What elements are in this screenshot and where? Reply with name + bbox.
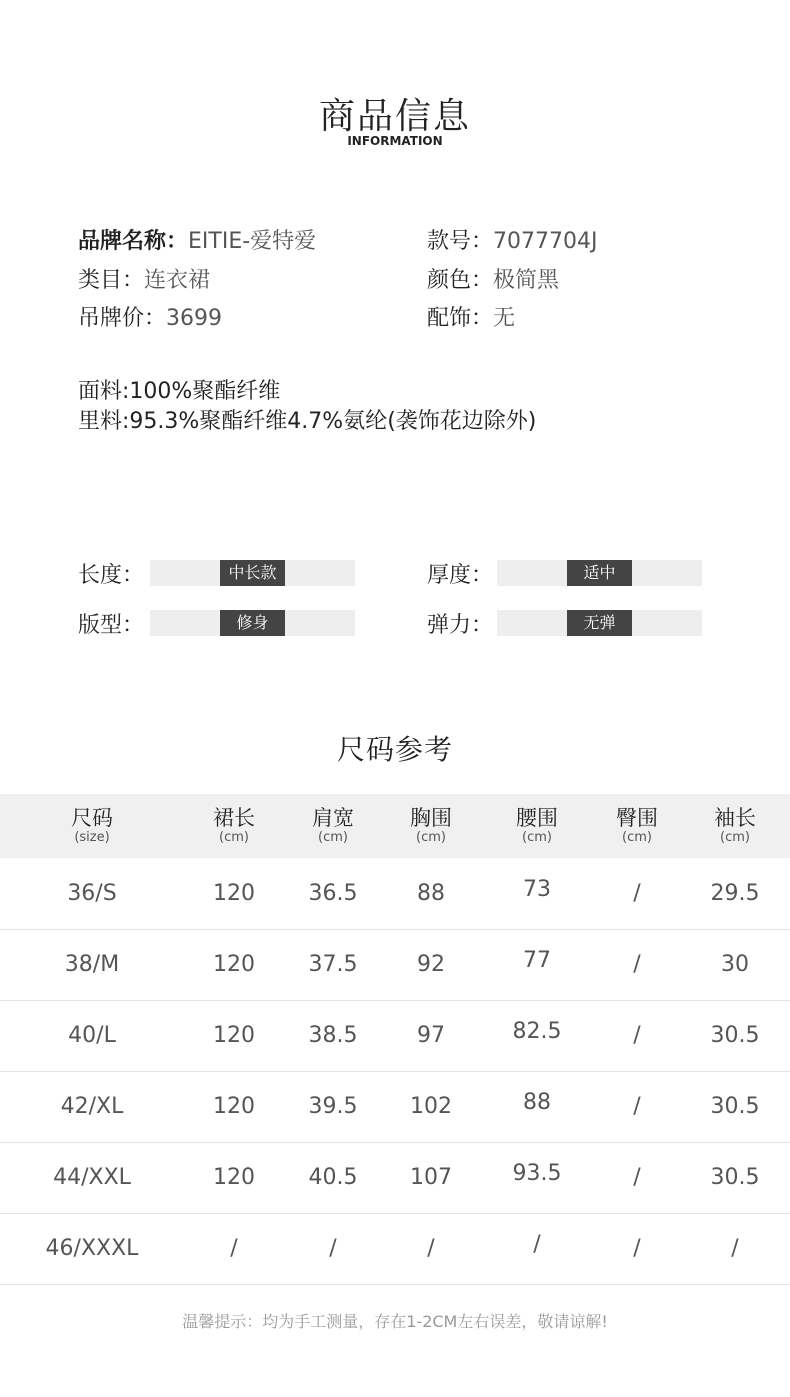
thickness-bar: [497, 560, 702, 586]
table-cell: 93.5: [480, 1142, 594, 1213]
table-cell: 88: [382, 858, 480, 929]
accessory-label: 配饰：: [427, 306, 494, 331]
table-cell: /: [594, 929, 680, 1000]
header-label: 裙长: [213, 806, 255, 830]
table-cell: /: [594, 858, 680, 929]
length-label: 长度：: [78, 563, 145, 588]
color-row: [427, 263, 559, 294]
table-row: [0, 929, 790, 1000]
table-cell: /: [594, 1071, 680, 1142]
header-label: 胸围: [410, 806, 452, 830]
size-chart-title: 尺码参考: [336, 733, 453, 766]
table-cell: 97: [382, 1000, 480, 1071]
style-number-value: 7077704J: [493, 229, 598, 254]
brand-row: [78, 224, 316, 255]
header-unit: (cm): [622, 830, 652, 845]
table-cell: 37.5: [284, 929, 382, 1000]
header-hip: [594, 794, 680, 858]
fit-label: 版型：: [78, 613, 145, 638]
header-unit: (cm): [416, 830, 446, 845]
price-label: 吊牌价：: [78, 306, 167, 331]
table-cell: /: [284, 1213, 382, 1284]
table-cell: 30.5: [680, 1142, 790, 1213]
thickness-label: 厚度：: [427, 563, 494, 588]
table-cell: 120: [184, 1000, 284, 1071]
table-cell: 30: [680, 929, 790, 1000]
table-row: [0, 1142, 790, 1213]
elasticity-label: 弹力：: [427, 613, 494, 638]
table-row: [0, 1071, 790, 1142]
table-cell: 44/XXL: [0, 1142, 184, 1213]
fit-bar: [150, 610, 355, 636]
measurement-tip: 温馨提示：均为手工测量，存在1-2CM左右误差，敬请谅解!: [182, 1312, 608, 1331]
length-bar: [150, 560, 355, 586]
table-cell: 38/M: [0, 929, 184, 1000]
table-cell: 88: [480, 1071, 594, 1142]
color-label: 颜色：: [427, 268, 494, 293]
table-cell: 36.5: [284, 858, 382, 929]
table-cell: /: [594, 1142, 680, 1213]
price-value: 3699: [166, 306, 223, 331]
table-cell: 46/XXXL: [0, 1213, 184, 1284]
header-label: 臀围: [616, 806, 658, 830]
table-cell: /: [680, 1213, 790, 1284]
header-sleeve: [680, 794, 790, 858]
size-table: [0, 794, 790, 1285]
header-unit: (cm): [318, 830, 348, 845]
category-row: [78, 263, 210, 294]
header-label: 腰围: [516, 806, 558, 830]
table-cell: 120: [184, 1142, 284, 1213]
length-tag: 中长款: [220, 560, 285, 586]
table-cell: 38.5: [284, 1000, 382, 1071]
category-value: 连衣裙: [144, 268, 211, 293]
fabric-lining: 里料:95.3%聚酯纤维4.7%氨纶(袭饰花边除外): [78, 409, 537, 434]
table-cell: 36/S: [0, 858, 184, 929]
size-table-header: [0, 794, 790, 858]
table-cell: /: [480, 1213, 594, 1284]
fit-tag: 修身: [220, 610, 285, 636]
table-cell: /: [184, 1213, 284, 1284]
table-cell: 40/L: [0, 1000, 184, 1071]
table-cell: 42/XL: [0, 1071, 184, 1142]
table-cell: 30.5: [680, 1000, 790, 1071]
header-label: 袖长: [714, 806, 756, 830]
color-value: 极简黑: [493, 268, 560, 293]
table-cell: 29.5: [680, 858, 790, 929]
elasticity-bar: [497, 610, 702, 636]
header-size: [0, 794, 184, 858]
table-cell: 120: [184, 1071, 284, 1142]
brand-label: 品牌名称：: [78, 229, 189, 254]
table-cell: 92: [382, 929, 480, 1000]
info-title: 商品信息: [318, 96, 471, 137]
table-cell: 77: [480, 929, 594, 1000]
table-cell: 39.5: [284, 1071, 382, 1142]
header-bust: [382, 794, 480, 858]
table-row: [0, 858, 790, 929]
table-cell: 73: [480, 858, 594, 929]
style-number-row: [427, 224, 597, 255]
header-unit: (cm): [522, 830, 552, 845]
header-unit: (cm): [720, 830, 750, 845]
category-label: 类目：: [78, 268, 145, 293]
table-row: [0, 1000, 790, 1071]
table-cell: 107: [382, 1142, 480, 1213]
table-cell: 82.5: [480, 1000, 594, 1071]
header-shoulder: [284, 794, 382, 858]
brand-value: EITIE-爱特爱: [188, 229, 317, 254]
header-length: [184, 794, 284, 858]
header-label: 肩宽: [312, 806, 354, 830]
thickness-tag: 适中: [567, 560, 632, 586]
table-cell: 120: [184, 929, 284, 1000]
fabric-outer: 面料:100%聚酯纤维: [78, 379, 281, 404]
header-label: 尺码: [71, 806, 113, 830]
header-waist: [480, 794, 594, 858]
price-row: [78, 301, 222, 332]
table-cell: 102: [382, 1071, 480, 1142]
accessory-value: 无: [493, 306, 516, 331]
table-cell: 30.5: [680, 1071, 790, 1142]
elasticity-tag: 无弹: [567, 610, 632, 636]
table-cell: 40.5: [284, 1142, 382, 1213]
header-unit: (size): [74, 830, 110, 845]
style-number-label: 款号：: [427, 229, 494, 254]
table-cell: /: [382, 1213, 480, 1284]
info-subtitle: INFORMATION: [347, 134, 443, 148]
table-cell: /: [594, 1000, 680, 1071]
table-row: [0, 1213, 790, 1284]
header-unit: (cm): [219, 830, 249, 845]
table-cell: /: [594, 1213, 680, 1284]
table-cell: 120: [184, 858, 284, 929]
accessory-row: [427, 301, 515, 332]
